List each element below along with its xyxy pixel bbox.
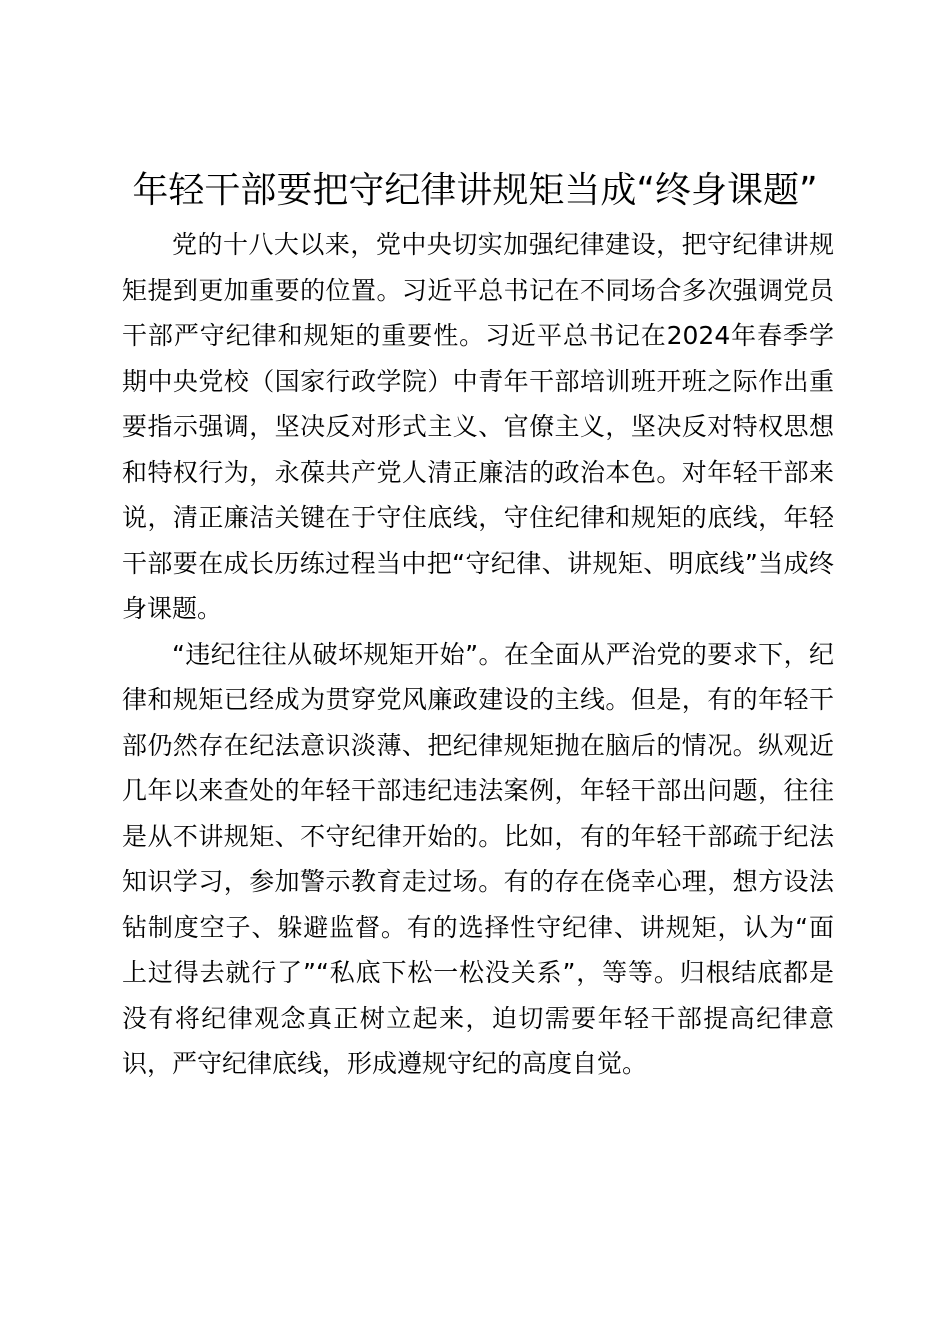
document-title: 年轻干部要把守纪律讲规矩当成“终身课题”: [132, 170, 818, 211]
paragraph-1: 党的十八大以来，党中央切实加强纪律建设，把守纪律讲规矩提到更加重要的位置。习近平总书记在不同场合多次强调党员干部严守纪律和规矩的重要性。习近平总书记在2024年春季学期中央党校（国家行政学院）中青年干部培训班开班之际作出重要指示强调，坚决反对形式主义、官僚主义，坚决反对特权思想和特权行为，永葆共产党人清正廉洁的政治本色。对年轻干部来说，清正廉洁关键在于守住底线，守住纪律和规矩的底线，年轻干部要在成长历练过程当中把“守纪律、讲规矩、明底线”当成终身课题。: [122, 230, 834, 623]
paragraph-2: “违纪往往从破坏规矩开始”。在全面从严治党的要求下，纪律和规矩已经成为贯穿党风廉政建设的主线。但是，有的年轻干部仍然存在纪法意识淡薄、把纪律规矩抛在脑后的情况。纵观近几年以来查处的年轻干部违纪违法案例，年轻干部出问题，往往是从不讲规矩、不守纪律开始的。比如，有的年轻干部疏于纪法知识学习，参加警示教育走过场。有的存在侥幸心理，想方设法钻制度空子、躲避监督。有的选择性守纪律、讲规矩，认为“面上过得去就行了”“私底下松一松没关系”，等等。归根结底都是没有将纪律观念真正树立起来，迫切需要年轻干部提高纪律意识，严守纪律底线，形成遵规守纪的高度自觉。: [122, 639, 834, 1078]
document-body: [122, 222, 834, 1087]
